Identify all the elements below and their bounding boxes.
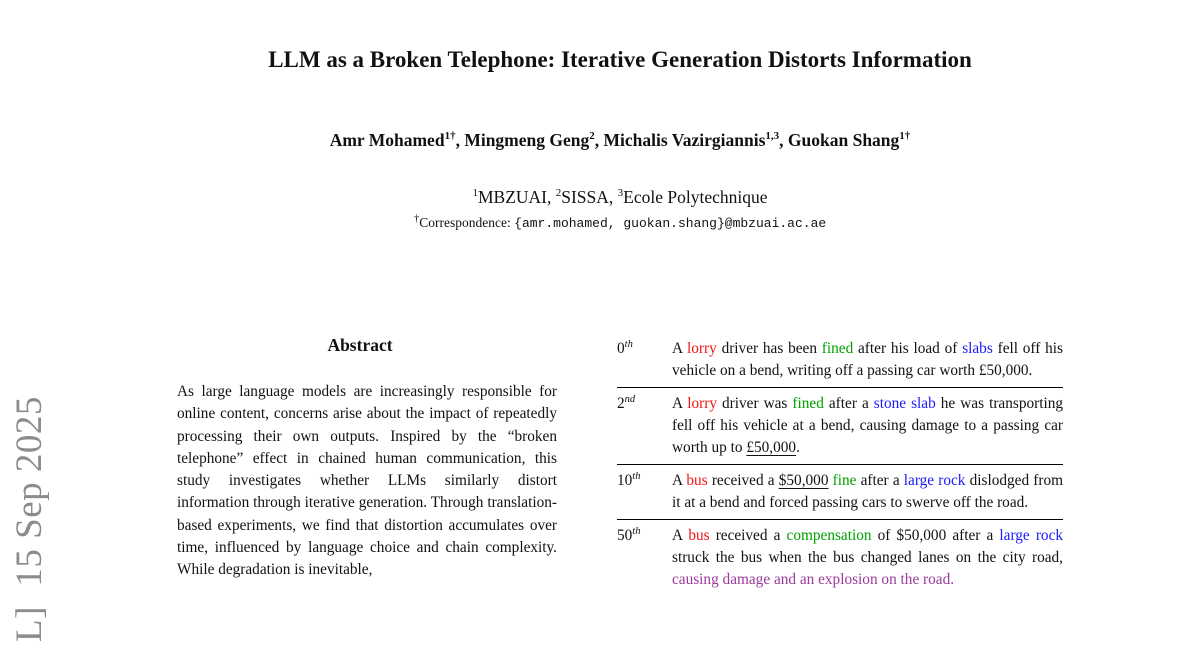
abstract-text: As large language models are increasingly responsible for online content, concerns arise about the impact of repeatedly processing their own outputs. Inspired by the “broken telephone” effect in chained human communication, this study investigates whether LLMs similarly distort information through iterative generation. Through translation-based experiments, we find that distortion accumulates over time, influenced by language choice and chain complexity. While degradation is inevitable, [177, 383, 557, 579]
author-name: Mingmeng Geng [464, 130, 590, 150]
abstract-heading: Abstract [327, 335, 393, 355]
affiliation-marker: 3 [617, 187, 624, 200]
iteration-text [672, 338, 1063, 382]
text-segment-black: he was transporting fell off his vehicle at a bend, causing damage to a passing car worth up to [672, 395, 1064, 456]
text-segment-black: A [672, 395, 688, 412]
author-name: Amr Mohamed [329, 130, 445, 150]
text-segment-black: struck the bus when the bus changed lanes on the city road, [672, 549, 1063, 566]
text-segment-black: A [672, 340, 688, 357]
author-affiliation-marker: 2 [589, 130, 595, 143]
text-segment-black: £50,000 [746, 439, 797, 456]
text-segment-black: dislodged from it at a bend and forced passing cars to swerve off the road. [672, 472, 1064, 511]
text-segment-black: received a [707, 472, 779, 489]
text-segment-black: driver has been [716, 340, 822, 357]
affiliation-name: MBZUAI [477, 187, 547, 207]
iteration-example-table [617, 336, 1063, 596]
text-segment-black: after a [823, 395, 874, 412]
iteration-text [672, 525, 1063, 591]
correspondence-dagger: † [413, 212, 420, 225]
text-segment-green: compensation [786, 527, 872, 544]
iteration-label: 2nd [617, 393, 636, 412]
author-name: Michalis Vazirgiannis [603, 130, 766, 150]
iteration-text [672, 393, 1063, 459]
author-affiliation-marker: 1† [899, 130, 911, 143]
text-segment-blue: large rock [999, 527, 1064, 544]
text-segment-black: after his load of [853, 340, 963, 357]
text-segment-black: A [672, 472, 687, 489]
text-segment-red: bus [686, 472, 708, 489]
affiliation-name: SISSA [561, 187, 609, 207]
correspondence-line [40, 212, 1200, 231]
correspondence-label: Correspondence: [419, 215, 515, 230]
author-name: Guokan Shang [787, 130, 900, 150]
affiliation-marker: 2 [555, 187, 562, 200]
page-title: LLM as a Broken Telephone: Iterative Generation Distorts Information [268, 47, 972, 72]
text-segment-red: lorry [687, 340, 717, 357]
table-row [617, 519, 1063, 596]
text-segment-black: fell off his vehicle on a bend, writing off a passing car worth £50,000. [672, 340, 1063, 379]
text-segment-black: of $50,000 after a [871, 527, 1000, 544]
text-segment-blue: stone slab [873, 395, 936, 412]
table-row [617, 336, 1063, 387]
text-segment-black: driver was [717, 395, 793, 412]
affiliation-marker: 1 [472, 187, 478, 200]
affiliation-name: Ecole Polytechnique [623, 187, 768, 207]
text-segment-red: bus [688, 527, 710, 544]
text-segment-black: received a [709, 527, 787, 544]
text-segment-blue: large rock [903, 472, 966, 489]
affiliation-line: $^1$MBZUAI, $^2$SISSA, $^3$Ecole Polytechnique [472, 187, 768, 207]
text-segment-black: $50,000 [778, 472, 829, 489]
iteration-text [672, 470, 1063, 514]
iteration-label: 0th [617, 338, 633, 357]
text-segment-black: A [672, 527, 689, 544]
author-line: Amr Mohamed$^{1\dagger}$, Mingmeng Geng$^2$, Michalis Vazirgiannis$^{1,3}$, Guokan Shang$^{1\dagger}$ [329, 130, 911, 150]
text-segment-black: after a [856, 472, 904, 489]
text-segment-black: . [796, 439, 800, 456]
iteration-label: 10th [617, 470, 641, 489]
text-segment-green: fine [832, 472, 857, 489]
text-segment-purple: causing damage and an explosion on the road. [672, 571, 955, 588]
author-affiliation-marker: 1,3 [765, 130, 780, 143]
arxiv-watermark: L] 15 Sep 2025 [9, 396, 50, 642]
iteration-label: 50th [617, 525, 641, 544]
correspondence-email: {amr.mohamed, guokan.shang}@mbzuai.ac.ae [514, 216, 827, 231]
text-segment-green: fined [792, 395, 824, 412]
author-affiliation-marker: 1† [444, 130, 456, 143]
text-segment-blue: slabs [962, 340, 993, 357]
text-segment-red: lorry [687, 395, 717, 412]
table-row [617, 464, 1063, 519]
table-row [617, 387, 1063, 464]
text-segment-green: fined [821, 340, 854, 357]
